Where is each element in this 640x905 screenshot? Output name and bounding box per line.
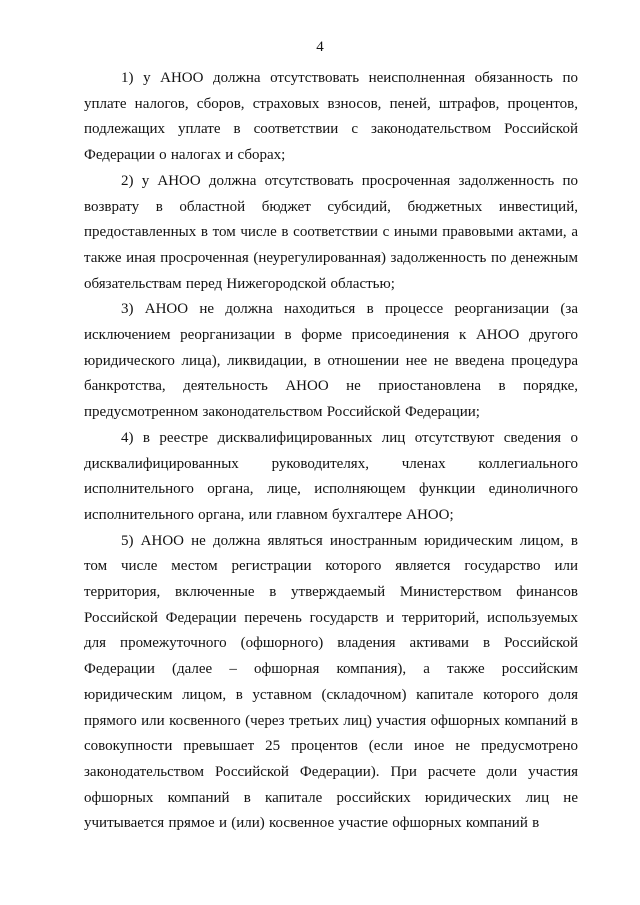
- paragraph-2: 2) у АНОО должна отсутствовать просроченная задолженность по возврату в областной бюджет субсидий, бюджетных инвестиций, предоставленных в том числе в соответствии с иными правовыми актами, а также иная просроченная (неурегулированная) задолженность по денежным обязательствам перед Нижегородской областью;: [84, 172, 578, 292]
- document-body: [84, 66, 578, 837]
- paragraph-5: 5) АНОО не должна являться иностранным юридическим лицом, в том числе местом регистрации которого является государство или территория, включенные в утверждаемый Министерством финансов Российской Федерации перечень государств и территорий, используемых для промежуточного (офшорного) владения активами в Российской Федерации (далее – офшорная компания), а также российским юридическим лицом, в уставном (складочном) капитале которого доля прямого или косвенного (через третьих лиц) участия офшорных компаний в совокупности превышает 25 процентов (если иное не предусмотрено законодательством Российской Федерации). При расчете доли участия офшорных компаний в капитале российских юридических лиц не учитывается прямое и (или) косвенное участие офшорных компаний в: [84, 532, 578, 832]
- page-number: 4: [316, 39, 324, 55]
- paragraph-4: 4) в реестре дисквалифицированных лиц отсутствуют сведения о дисквалифицированных руководителях, членах коллегиального исполнительного органа, лице, исполняющем функции единоличного исполнительного органа, или главном бухгалтере АНОО;: [84, 429, 578, 523]
- paragraph-1: 1) у АНОО должна отсутствовать неисполненная обязанность по уплате налогов, сборов, страховых взносов, пеней, штрафов, процентов, подлежащих уплате в соответствии с законодательством Российской Федерации о налогах и сборах;: [84, 70, 578, 164]
- paragraph-3: 3) АНОО не должна находиться в процессе реорганизации (за исключением реорганизации в форме присоединения к АНОО другого юридического лица), ликвидации, в отношении нее не введена процедура банкротства, деятельность АНОО не приостановлена в порядке, предусмотренном законодательством Российской Федерации;: [84, 301, 578, 421]
